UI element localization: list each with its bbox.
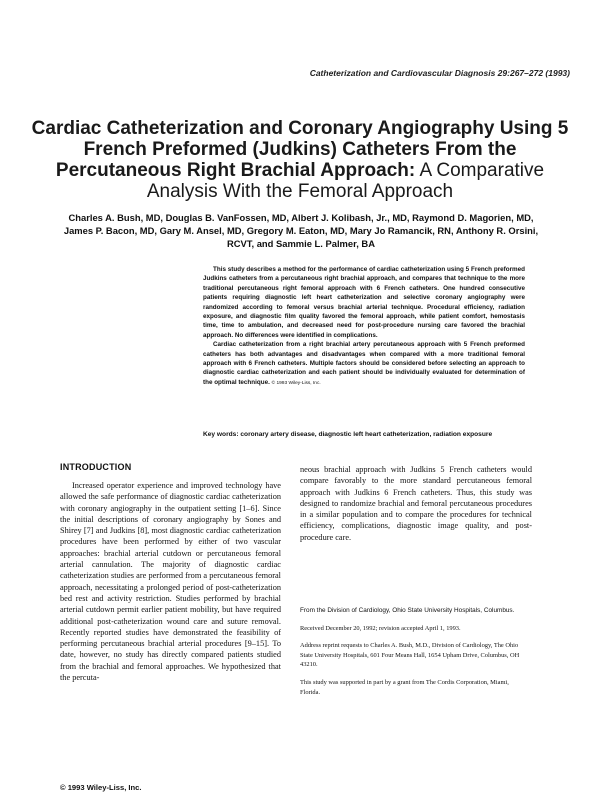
- abstract-paragraph-2-text: Cardiac catheterization from a right brachial artery percutaneous approach with 5 French preformed catheters has both advantages and disadvantages when compared with a more traditional femoral approach with 6 French catheters. Multiple factors should be considered before selecting an approach to diagnostic cardiac catheterization and each patient should be individually evaluated for determination of the optimal technique.: [203, 341, 525, 386]
- abstract-paragraph-2: [203, 340, 525, 388]
- abstract: [203, 265, 525, 388]
- introduction-continuation: neous brachial approach with Judkins 5 French catheters would compare favorably to the more standard percutaneous femoral approach with Judkins 6 French catheters. Thus, this study was designed to randomize brachial and femoral percutaneous procedures in a similar population and to compare the procedures for technical efficiency, complications, diagnostic image quality, and post-procedure care.: [300, 465, 532, 542]
- page-copyright: © 1993 Wiley-Liss, Inc.: [60, 783, 142, 792]
- author-list: Charles A. Bush, MD, Douglas B. VanFossen, MD, Albert J. Kolibash, Jr., MD, Raymond D. Magorien, MD, James P. Bacon, MD, Gary M. Ansel, MD, Gregory M. Eaton, MD, Mary Jo Ramancik, RN, Anthony R. Orsini, RCVT, and Sammie L. Palmer, BA: [63, 212, 539, 249]
- introduction-left-column: [60, 480, 281, 683]
- introduction-heading: INTRODUCTION: [60, 462, 132, 472]
- footnote-support: This study was supported in part by a grant from The Cordis Corporation, Miami, Florida.: [300, 678, 509, 696]
- footnotes: [300, 606, 530, 705]
- article-title-subtitle: A Comparative Analysis With the Femoral Approach: [146, 160, 545, 202]
- article-title: [30, 118, 570, 202]
- abstract-copyright: © 1993 Wiley-Liss, Inc.: [271, 380, 321, 386]
- abstract-paragraph-1: This study describes a method for the performance of cardiac catheterization using 5 French preformed Judkins catheters from a percutaneous right brachial approach, and compares that technique to the more traditional percutaneous right femoral approach with 6 French catheters. One hundred consecutive patients requiring diagnostic left heart catheterization and selective coronary angiography were randomized according to femoral versus brachial arterial technique. Procedural efficiency, radiation exposure, and diagnostic film quality favored the femoral approach, while patient comfort, hemostasis time, time to ambulation, and decreased need for post-procedure nursing care favored the brachial approach. No differences were identified in complications.: [203, 266, 525, 339]
- journal-citation: Catheterization and Cardiovascular Diagnosis 29:267–272 (1993): [309, 68, 570, 78]
- keywords: Key words: coronary artery disease, diagnostic left heart catheterization, radiation exposure: [203, 431, 493, 438]
- footnote-affiliation: From the Division of Cardiology, Ohio State University Hospitals, Columbus.: [300, 607, 515, 614]
- footnote-received: Received December 20, 1992; revision accepted April 1, 1993.: [300, 624, 461, 632]
- footnote-reprints: Address reprint requests to Charles A. Bush, M.D., Division of Cardiology, The Ohio State University Hospitals, 601 Four Means Hall, 1654 Upham Drive, Columbus, OH 43210.: [300, 642, 520, 669]
- article-title-main: Cardiac Catheterization and Coronary Angiography Using 5 French Preformed (Judkins) Catheters From the Percutaneous Right Brachial Approach:: [31, 118, 569, 181]
- introduction-right-column: [300, 464, 532, 543]
- introduction-paragraph: Increased operator experience and improved technology have allowed the safe performance of diagnostic cardiac catheterization with coronary angiography in the outpatient setting [1–6]. Since the initial descriptions of coronary angiography by Sones and Shirey [7] and Judkins [8], most diagnostic cardiac catheterization procedures have been performed by either of two vascular approaches: brachial arterial cutdown or percutaneous femoral arterial cannulation. The majority of diagnostic cardiac catheterization studies are performed from a percutaneous femoral approach, necessitating a prolonged period of post-catheterization bed rest and activity restriction. Studies performed by brachial arterial cutdown permit earlier patient mobility, but have required additional post-catheterization wound care and suture removal. Recently reported studies have demonstrated the feasibility of performing percutaneous brachial arterial procedures [9–15]. To date, however, no study has directly compared patients studied from the brachial and femoral approaches. We hypothesized that the percuta-: [60, 481, 281, 683]
